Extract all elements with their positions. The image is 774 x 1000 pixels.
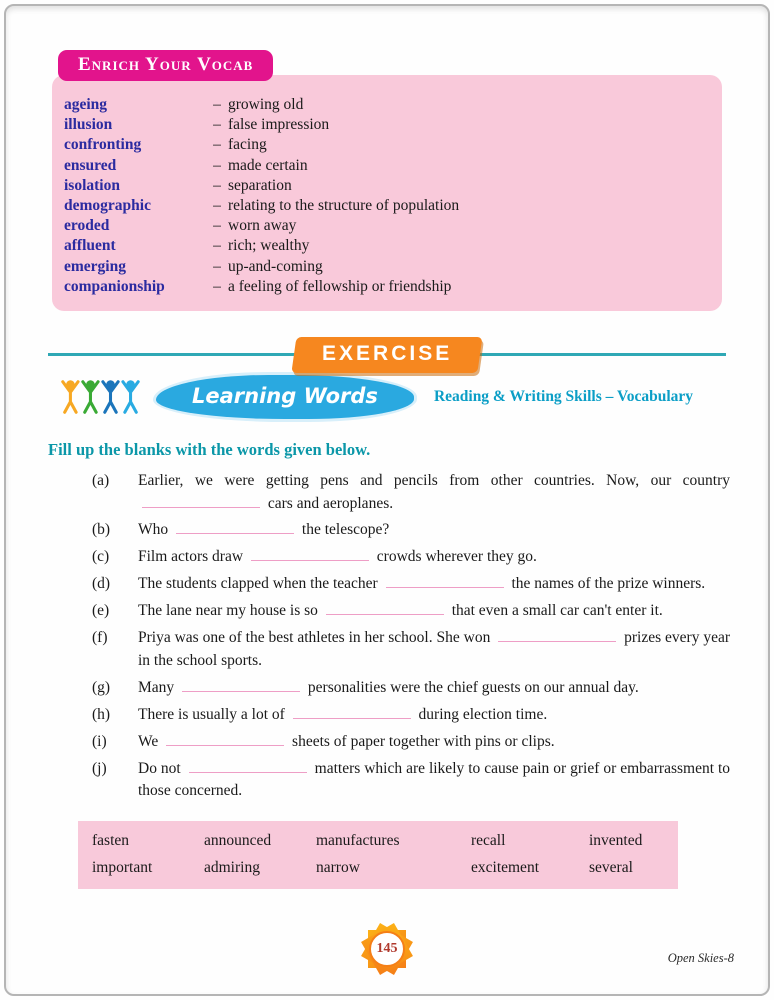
question-post: matters which are likely to cause pain or grief or embarrassment to those concerned.	[138, 759, 731, 800]
question-pre: Priya was one of the best athletes in her school. She won	[138, 629, 491, 647]
question-post: prizes every year in the school sports.	[138, 629, 731, 669]
question-pre: Many	[138, 678, 175, 696]
question-e	[92, 600, 730, 622]
vocab-word: companionship	[64, 277, 165, 295]
vocab-entry	[64, 156, 700, 176]
children-figures-icon	[58, 374, 142, 420]
dash: –	[213, 96, 221, 113]
fill-blank	[251, 547, 369, 561]
skills-subtitle: Reading & Writing Skills – Vocabulary	[433, 388, 694, 406]
question-text	[138, 627, 730, 672]
question-text	[138, 470, 730, 515]
vocab-meaning: separation	[228, 176, 292, 194]
vocab-word: affluent	[64, 237, 116, 255]
fill-blank	[166, 732, 284, 746]
instruction: Fill up the blanks with the words given below.	[48, 440, 371, 460]
vocab-meaning: growing old	[228, 96, 304, 113]
book-title: Open Skies-8	[667, 951, 734, 965]
question-a	[92, 470, 730, 515]
question-text	[138, 519, 730, 541]
vocab-section	[52, 50, 722, 311]
word-bank-item: fasten	[92, 831, 130, 849]
exercise-banner	[291, 337, 482, 373]
vocab-entry	[64, 196, 700, 216]
vocab-meaning: facing	[228, 136, 267, 154]
vocab-box	[52, 75, 722, 311]
question-label: (b)	[92, 521, 111, 539]
question-post: personalities were the chief guests on our annual day.	[307, 678, 639, 696]
question-text	[138, 546, 730, 568]
question-h	[92, 704, 730, 726]
question-pre: Who	[138, 521, 169, 539]
dash: –	[213, 277, 221, 295]
dash: –	[213, 116, 221, 134]
learning-words-bubble: Learning Words	[156, 375, 414, 419]
vocab-entry	[64, 176, 700, 196]
vocab-meaning: false impression	[228, 116, 330, 134]
section-divider	[48, 342, 726, 366]
fill-blank	[293, 705, 411, 719]
vocab-meaning: a feeling of fellowship or friendship	[228, 277, 452, 295]
word-bank-item: excitement	[471, 858, 539, 876]
question-g	[92, 677, 730, 699]
question-label: (d)	[92, 575, 111, 593]
question-post: the names of the prize winners.	[511, 575, 706, 593]
question-post: during election time.	[418, 705, 548, 723]
vocab-meaning: rich; wealthy	[228, 237, 310, 255]
question-text	[138, 731, 730, 753]
vocab-entry	[64, 95, 700, 115]
fill-blank	[176, 520, 294, 534]
question-text	[138, 677, 730, 699]
vocab-word: emerging	[64, 257, 126, 275]
dash: –	[213, 237, 221, 255]
question-post: the telescope?	[301, 521, 390, 539]
fill-blank	[326, 601, 444, 615]
vocab-word: isolation	[64, 176, 120, 194]
page-number-badge	[358, 920, 416, 978]
question-f	[92, 627, 730, 672]
question-pre: There is usually a lot of	[138, 705, 285, 723]
question-label: (c)	[92, 548, 110, 566]
fill-blank	[386, 574, 504, 588]
question-pre: We	[138, 732, 159, 750]
question-j	[92, 758, 730, 803]
question-pre: The students clapped when the teacher	[138, 575, 378, 593]
question-text	[138, 758, 730, 803]
question-post: that even a small car can't enter it.	[451, 602, 663, 620]
dash: –	[213, 197, 221, 215]
vocab-word: demographic	[64, 197, 151, 215]
vocab-entry	[64, 257, 700, 277]
vocab-meaning: worn away	[228, 217, 297, 235]
question-label: (j)	[92, 759, 107, 777]
question-label: (i)	[92, 732, 107, 750]
word-bank	[78, 821, 678, 889]
dash: –	[213, 136, 221, 154]
word-bank-item: important	[92, 858, 153, 876]
vocab-entry	[64, 277, 700, 297]
question-i	[92, 731, 730, 753]
vocab-entry	[64, 135, 700, 155]
vocab-meaning: up-and-coming	[228, 257, 323, 275]
vocab-word: ensured	[64, 156, 117, 174]
vocab-entry	[64, 236, 700, 256]
word-bank-item: narrow	[316, 858, 360, 876]
vocab-word: confronting	[64, 136, 142, 154]
question-label: (a)	[92, 472, 110, 490]
question-c	[92, 546, 730, 568]
vocab-meaning: relating to the structure of population	[228, 197, 460, 215]
word-bank-item: recall	[471, 831, 506, 849]
question-pre: Film actors draw	[138, 548, 244, 566]
fill-blank	[142, 493, 260, 507]
question-label: (e)	[92, 602, 110, 620]
exercise-banner-label: EXERCISE	[322, 342, 453, 366]
fill-blank	[182, 678, 300, 692]
fill-blank	[189, 759, 307, 773]
word-bank-item: several	[589, 858, 633, 876]
vocab-title: Enrich Your Vocab	[58, 50, 273, 81]
question-label: (h)	[92, 705, 111, 723]
question-pre: Earlier, we were getting pens and pencils from other countries. Now, our country	[138, 472, 730, 490]
vocab-word: illusion	[64, 116, 113, 134]
word-bank-item: manufactures	[316, 831, 400, 849]
vocab-word: eroded	[64, 217, 110, 235]
questions-list	[92, 470, 730, 803]
question-b	[92, 519, 730, 541]
vocab-entry	[64, 115, 700, 135]
word-bank-item: invented	[589, 831, 643, 849]
dash: –	[213, 217, 221, 235]
question-label: (f)	[92, 629, 108, 647]
vocab-entry	[64, 216, 700, 236]
page-number: 145	[369, 931, 405, 967]
word-bank-item: announced	[204, 831, 272, 849]
question-post: cars and aeroplanes.	[267, 494, 394, 512]
question-label: (g)	[92, 678, 111, 696]
fill-blank	[498, 628, 616, 642]
question-pre: Do not	[138, 759, 181, 777]
question-post: sheets of paper together with pins or clips.	[292, 732, 555, 750]
dash: –	[213, 156, 221, 174]
question-text	[138, 573, 730, 595]
question-pre: The lane near my house is so	[138, 602, 318, 620]
question-d	[92, 573, 730, 595]
dash: –	[213, 176, 221, 194]
question-text	[138, 704, 730, 726]
question-post: crowds wherever they go.	[376, 548, 537, 566]
word-bank-item: admiring	[204, 858, 260, 876]
vocab-meaning: made certain	[228, 156, 308, 174]
learning-words-row	[58, 374, 734, 420]
dash: –	[213, 257, 221, 275]
question-text	[138, 600, 730, 622]
vocab-word: ageing	[64, 96, 108, 113]
